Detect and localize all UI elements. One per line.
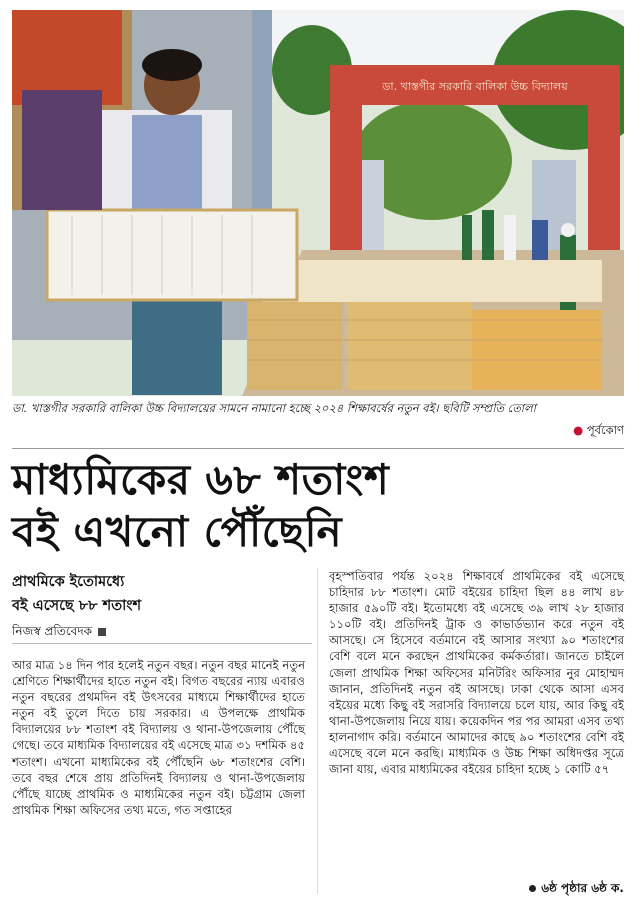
credit-bullet-icon: ● — [573, 423, 584, 437]
headline-line-1: মাধ্যমিকের ৬৮ শতাংশ — [12, 455, 390, 504]
byline-square-icon — [98, 628, 106, 636]
gate-sign: ডা. খাস্তগীর সরকারি বালিকা উচ্চ বিদ্যালয় — [382, 80, 568, 93]
headline-line-2: বই এখনো পৌঁছেনি — [12, 507, 343, 556]
subheadline — [12, 570, 312, 618]
photo-caption — [12, 400, 624, 446]
headline — [12, 454, 624, 558]
news-photo — [12, 10, 624, 396]
photo-illustration — [12, 10, 624, 396]
subheadline-line-1: প্রাথমিকে ইতোমধ্যে — [12, 574, 125, 590]
byline — [12, 622, 312, 644]
photo-credit — [573, 422, 624, 439]
byline-text: নিজস্ব প্রতিবেদক — [12, 624, 93, 638]
caption-divider — [12, 448, 624, 449]
continued-text: ৬ষ্ঠ পৃষ্ঠার ৬ষ্ঠ ক. — [541, 881, 624, 895]
credit-text: পূর্বকোণ — [586, 423, 624, 437]
column-divider — [317, 568, 318, 894]
continued-note — [529, 880, 624, 900]
body-column-1: আর মাত্র ১৪ দিন পার হলেই নতুন বছর। নতুন বছর মানেই নতুন শ্রেণিতে শিক্ষার্থীদের হাতে নতুন বই। বিগত বছরের ন্যায় এবারও নতুন বছরের প্রথমদিন বই উৎসবের মাধ্যমে শিক্ষার্থীদের হাতে নতুন বই তুলে দিতে চায় সরকার। এ উপলক্ষে প্রাথমিক বিদ্যালয়ের ৮৮ শতাংশ বই বিদ্যালয় ও থানা-উপজেলায় পৌঁছে গেছে। তবে মাধ্যমিক বিদ্যালয়ের বই এসেছে মাত্র ৩১ দশমিক ৪৫ শতাংশ। এখনো মাধ্যমিকের বই পৌঁছেনি ৬৮ শতাংশের বেশি। তবে বছর শেষে প্রায় প্রতিদিনই বিদ্যালয় ও থানা-উপজেলায় পৌঁছে যাচ্ছে প্রাথমিক ও মাধ্যমিকের নতুন বই। চট্টগ্রাম জেলা প্রাথমিক শিক্ষা অফিসের তথ্য মতে, গত সপ্তাহের — [12, 658, 305, 817]
body-column-2: বৃহস্পতিবার পর্যন্ত ২০২৪ শিক্ষাবর্ষে প্রাথমিকের বই এসেছে চাহিদার ৮৮ শতাংশ। মোট বইয়ের চাহিদা ছিল ৪৪ লাখ ৪৮ হাজার ৫৯০টি বই। ইতোমধ্যে বই এসেছে ৩৯ লাখ ২৮ হাজার ১১০টি বই। প্রতিদিনই ট্রাক ও কাভার্ডভ্যান করে নতুন বই আসছে। সে হিসেবে বর্তমানে বই আসার সংখ্যা ৯০ শতাংশের বেশি বলে মনে করছেন প্রাথমিকের কর্মকর্তারা। জানতে চাইলে জেলা প্রাথমিক শিক্ষা অফিসের মনিটরিং অফিসার নুর মোহাম্মদ জানান, প্রতিদিনই নতুন বই আসছে। ঢাকা থেকে আসা এসব বইয়ের মধ্যে কিছু বই সরাসরি বিদ্যালয়ে চলে যায়, আর কিছু বই থানা-উপজেলায় নিয়ে যায়। কয়েকদিন পর পর আমরা এসব তথ্য হালনাগাদ করি। বর্তমানে আমাদের কাছে ৯০ শতাংশের বেশি বই এসেছে বলে মনে করছি। মাধ্যমিক ও উচ্চ শিক্ষা অধিদপ্তর সূত্রে জানা যায়, এবার মাধ্যমিকের বইয়ের চাহিদা হচ্ছে ১ কোটি ৫৭ — [329, 569, 624, 777]
subheadline-line-2: বই এসেছে ৮৮ শতাংশ — [12, 598, 142, 614]
caption-text: ডা. খাস্তগীর সরকারি বালিকা উচ্চ বিদ্যালয়ের সামনে নামানো হচ্ছে ২০২৪ শিক্ষাবর্ষের নতুন বই। ছবিটি সম্প্রতি তোলা — [12, 401, 536, 415]
continued-bullet-icon — [529, 885, 536, 892]
